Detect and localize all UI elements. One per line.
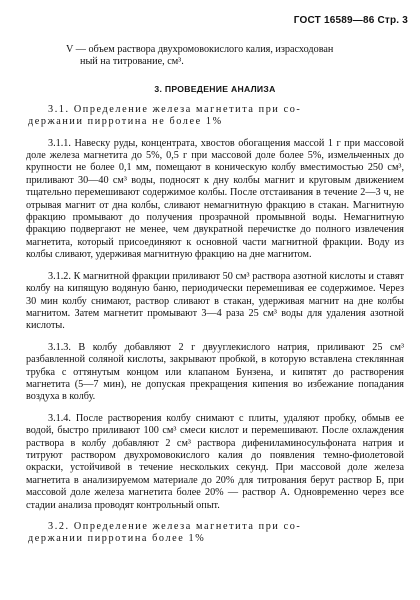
- paragraph-3-1-4: 3.1.4. После растворения колбу снимают с плиты, удаляют пробку, обмыв ее водой, быстро приливают 100 см³ смеси кислот и перемешивают. После охлаждения раствора в колбу добавляют 2 см³ раствора дифениламиносульфоната натрия и титруют раствором двухромовокислого калия до появления темно-фиолетовой окраски, устойчивой в течение нескольких секунд. При массовой доле железа магнетита в анализируемом материале до 20% для титрования берут раствор Б, при массовой доле железа магнетита более 20% — раствор А. Одновременно через все стадии анализа проводят контрольный опыт.: [26, 412, 404, 511]
- section-heading: 3. ПРОВЕДЕНИЕ АНАЛИЗА: [154, 83, 276, 94]
- page-content: [26, 44, 404, 546]
- v-definition-line2: ный на титрование, см³.: [80, 56, 184, 68]
- subsection-3-1-title-line1: 3.1. Определение железа магнетита при со-: [48, 103, 302, 115]
- page-header: ГОСТ 16589—86 Стр. 3: [293, 15, 408, 26]
- paragraph-3-1-2: 3.1.2. К магнитной фракции приливают 50 см³ раствора азотной кислоты и ставят колбу на кипящую водяную баню, периодически перемешивая ее содержимое. Через 30 мин колбу снимают, раствор сливают в стакан, удерживая магнит на дне колбы магнитом. Затем магнетит промывают 3—4 раза 25 см³ воды для удаления азотной кислоты.: [26, 270, 404, 332]
- subsection-3-1-title-line2: держании пирротина не более 1%: [28, 116, 223, 128]
- paragraph-3-1-3: 3.1.3. В колбу добавляют 2 г двууглекислого натрия, приливают 25 см³ разбавленной соляной кислоты, закрывают пробкой, в которую вставлена стеклянная трубка с оттянутым концом или клапаном Бунзена, и кипятят до растворения магнетита (5—7 мин), не допуская прекращения кипения во избежание попадания воздуха в колбу.: [26, 341, 404, 403]
- subsection-3-2-title-line1: 3.2. Определение железа магнетита при со-: [48, 521, 302, 532]
- subsection-3-2-title-line2: держании пирротина более 1%: [28, 533, 206, 545]
- paragraph-3-1-1: 3.1.1. Навеску руды, концентрата, хвостов обогащения массой 1 г при массовой доле железа магнетита до 5%, 0,5 г при массовой доле более 5%, измельченных до крупности не более 0,1 мм, помещают в коническую колбу вместимостью 250 см³, приливают 30—40 см³ воды, подносят к дну колбы магнит и круговым движением тщательно перемешивают содержимое колбы. После отстаивания в течение 2—3 ч, не отрывая магнит от дна колбы, сливают немагнитную фракцию в стакан. Магнитную фракцию промывают до получения прозрачной промывной воды. Немагнитную фракцию подвергают не менее, чем двукратной перечистке до полного извлечения магнетита, который присоединяют к основной части магнитной фракции. Воду из колбы сливают, удерживая магнитную фракцию на дне магнитом.: [26, 137, 404, 261]
- v-definition-line1: V — объем раствора двухромовокислого калия, израсходован: [66, 44, 334, 55]
